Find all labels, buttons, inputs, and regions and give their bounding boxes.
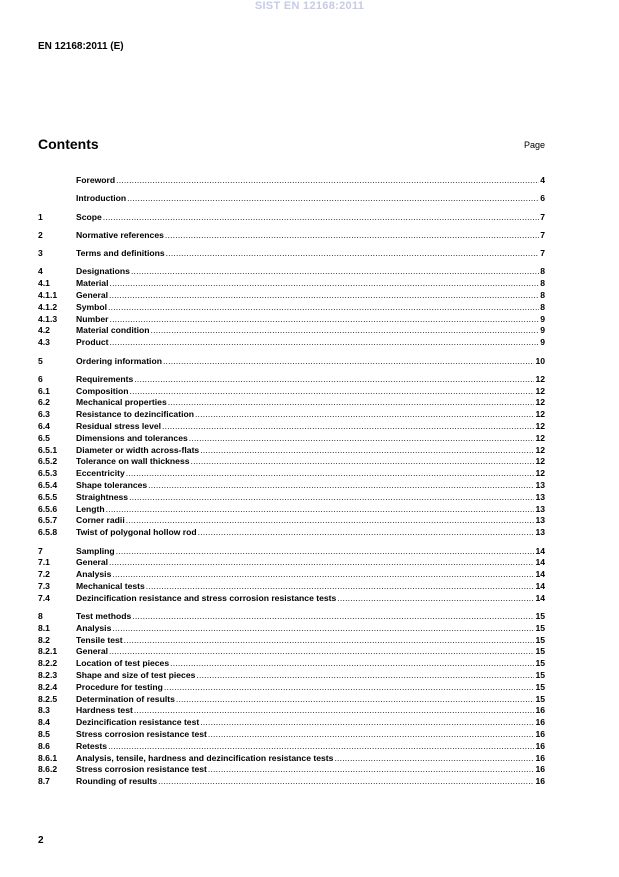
toc-dot-leader (108, 302, 539, 314)
toc-entry-title: Straightness (76, 491, 129, 502)
toc-entry-number: 6.5.3 (38, 468, 58, 479)
toc-dot-leader (106, 504, 535, 516)
toc-entry[interactable] (38, 764, 545, 776)
toc-entry-title: Scope (76, 211, 102, 222)
toc-entry-page: 15 (535, 646, 545, 657)
toc-entry-title: Product (76, 337, 109, 348)
toc-entry-title: Foreword (76, 175, 116, 185)
toc-entry[interactable] (38, 230, 545, 242)
toc-entry-title: Length (76, 503, 105, 514)
toc-entry-page: 13 (535, 503, 545, 514)
toc-entry-number: 6.4 (38, 421, 50, 432)
toc-entry[interactable] (38, 527, 545, 539)
toc-entry-title: Dimensions and tolerances (76, 432, 188, 443)
toc-section-group (38, 266, 545, 349)
toc-entry[interactable] (38, 682, 545, 694)
toc-entry[interactable] (38, 278, 545, 290)
toc-dot-leader (112, 623, 534, 635)
toc-dot-leader (134, 705, 535, 717)
toc-entry-page: 16 (535, 752, 545, 763)
toc-entry-number: 4.3 (38, 337, 50, 348)
toc-entry-title: Stress corrosion resistance test (76, 728, 207, 739)
toc-entry-page: 4 (540, 175, 545, 185)
toc-entry-number: 8.2.5 (38, 693, 58, 704)
toc-dot-leader (170, 658, 534, 670)
toc-entry-page: 12 (535, 468, 545, 479)
toc-dot-leader (116, 546, 535, 558)
toc-entry[interactable] (38, 776, 545, 788)
toc-entry-page: 12 (535, 432, 545, 443)
toc-entry[interactable] (38, 193, 545, 205)
toc-entry-title: Dezincification resistance test (76, 717, 200, 728)
toc-entry[interactable] (38, 611, 545, 623)
toc-entry-page: 9 (540, 313, 545, 324)
toc-entry-title: Material condition (76, 325, 150, 336)
toc-entry-page: 12 (535, 373, 545, 384)
toc-dot-leader (132, 611, 534, 623)
toc-entry-number: 8.5 (38, 728, 50, 739)
toc-dot-leader (109, 278, 539, 290)
toc-entry[interactable] (38, 386, 545, 398)
toc-dot-leader (208, 729, 535, 741)
toc-entry-number: 7 (38, 545, 43, 556)
toc-entry[interactable] (38, 248, 545, 260)
toc-entry[interactable] (38, 670, 545, 682)
toc-entry-title: Shape tolerances (76, 480, 148, 491)
toc-entry-title: Tensile test (76, 634, 123, 645)
toc-entry-title: Rounding of results (76, 776, 158, 787)
toc-dot-leader (109, 290, 539, 302)
toc-entry-page: 12 (535, 385, 545, 396)
toc-dot-leader (131, 266, 539, 278)
page-column-label: Page (523, 140, 545, 150)
toc-entry-number: 8.1 (38, 622, 50, 633)
toc-entry[interactable] (38, 374, 545, 386)
toc-entry-title: Hardness test (76, 705, 133, 716)
toc-entry-page: 15 (535, 634, 545, 645)
toc-entry-page: 7 (540, 248, 545, 259)
toc-entry-title: Stress corrosion resistance test (76, 764, 207, 775)
toc-entry-page: 12 (535, 421, 545, 432)
table-of-contents (38, 175, 545, 794)
toc-dot-leader (103, 212, 539, 224)
watermark: SIST EN 12168:2011 (254, 0, 365, 12)
toc-dot-leader (112, 569, 534, 581)
toc-entry-page: 8 (540, 290, 545, 301)
toc-entry-number: 6.5.2 (38, 456, 58, 467)
toc-entry-number: 8.6.2 (38, 764, 58, 775)
toc-entry-title: General (76, 646, 109, 657)
toc-entry-number: 7.3 (38, 580, 50, 591)
toc-entry-title: Diameter or width across-flats (76, 444, 200, 455)
toc-entry-page: 14 (535, 569, 545, 580)
toc-entry[interactable] (38, 445, 545, 457)
toc-entry[interactable] (38, 175, 545, 187)
toc-entry-page: 8 (540, 278, 545, 289)
toc-entry[interactable] (38, 456, 545, 468)
toc-entry-title: Composition (76, 385, 129, 396)
toc-dot-leader (126, 515, 535, 527)
toc-entry-page: 13 (535, 491, 545, 502)
toc-entry[interactable] (38, 546, 545, 558)
toc-entry-page: 14 (535, 592, 545, 603)
toc-entry[interactable] (38, 266, 545, 278)
toc-entry[interactable] (38, 729, 545, 741)
toc-entry-number: 8.6.1 (38, 752, 58, 763)
toc-dot-leader (109, 337, 539, 349)
toc-entry-page: 7 (540, 211, 545, 222)
toc-entry-page: 14 (535, 545, 545, 556)
toc-entry-title: Requirements (76, 373, 134, 384)
toc-entry-page: 12 (535, 444, 545, 455)
toc-entry-title: Terms and definitions (76, 248, 165, 259)
toc-dot-leader (191, 456, 535, 468)
toc-entry-number: 6.5.4 (38, 480, 58, 491)
toc-entry-number: 8.2 (38, 634, 50, 645)
toc-entry[interactable] (38, 581, 545, 593)
toc-entry-title: General (76, 290, 109, 301)
toc-dot-leader (109, 314, 539, 326)
toc-entry-page: 16 (535, 705, 545, 716)
contents-heading: Contents (38, 136, 99, 152)
toc-section-group (38, 248, 545, 260)
toc-entry-page: 8 (540, 301, 545, 312)
toc-entry-number: 1 (38, 211, 43, 222)
toc-entry-number: 8.2.3 (38, 669, 58, 680)
toc-entry-page: 15 (535, 669, 545, 680)
toc-entry-number: 8.2.1 (38, 646, 58, 657)
toc-entry-title: Ordering information (76, 355, 162, 366)
toc-entry-title: Tolerance on wall thickness (76, 456, 190, 467)
toc-entry[interactable] (38, 433, 545, 445)
toc-entry-page: 16 (535, 776, 545, 787)
toc-dot-leader (146, 581, 535, 593)
toc-entry[interactable] (38, 314, 545, 326)
toc-entry[interactable] (38, 753, 545, 765)
toc-dot-leader (208, 764, 535, 776)
toc-entry-title: Material (76, 278, 109, 289)
toc-dot-leader (151, 325, 540, 337)
toc-dot-leader (134, 374, 534, 386)
toc-entry-number: 6.5.1 (38, 444, 58, 455)
toc-entry-number: 6.5.8 (38, 527, 58, 538)
toc-entry-number: 4.1.3 (38, 313, 58, 324)
toc-entry[interactable] (38, 421, 545, 433)
toc-entry-number: 2 (38, 229, 43, 240)
toc-entry[interactable] (38, 409, 545, 421)
toc-section-group (38, 193, 545, 205)
toc-entry-number: 6.2 (38, 397, 50, 408)
toc-entry-number: 8.2.4 (38, 681, 58, 692)
toc-entry[interactable] (38, 480, 545, 492)
toc-entry[interactable] (38, 635, 545, 647)
toc-entry-number: 6.5.5 (38, 491, 58, 502)
toc-entry-title: Twist of polygonal hollow rod (76, 527, 197, 538)
toc-entry-page: 16 (535, 764, 545, 775)
toc-entry[interactable] (38, 593, 545, 605)
toc-dot-leader (337, 593, 534, 605)
toc-section-group (38, 212, 545, 224)
toc-entry[interactable] (38, 212, 545, 224)
toc-section-group (38, 611, 545, 788)
toc-entry-title: Introduction (76, 193, 127, 204)
toc-entry-page: 15 (535, 622, 545, 633)
toc-entry-page: 7 (540, 229, 545, 240)
toc-entry-page: 14 (535, 557, 545, 568)
toc-entry-title: Location of test pieces (76, 658, 170, 669)
toc-entry-number: 6.5.6 (38, 503, 58, 514)
toc-entry-number: 7.2 (38, 569, 50, 580)
toc-section-group (38, 546, 545, 605)
toc-entry-page: 13 (535, 480, 545, 491)
toc-entry-page: 8 (540, 266, 545, 277)
toc-entry-title: Determination of results (76, 693, 175, 704)
toc-entry[interactable] (38, 397, 545, 409)
toc-dot-leader (158, 776, 534, 788)
toc-entry-number: 6.5.7 (38, 515, 58, 526)
toc-entry[interactable] (38, 569, 545, 581)
toc-entry[interactable] (38, 646, 545, 658)
toc-entry-title: Corner radii (76, 515, 125, 526)
toc-entry-page: 15 (535, 658, 545, 669)
toc-entry-page: 12 (535, 456, 545, 467)
toc-dot-leader (176, 694, 535, 706)
toc-entry-number: 4.2 (38, 325, 50, 336)
toc-section-group (38, 230, 545, 242)
toc-entry[interactable] (38, 694, 545, 706)
toc-entry[interactable] (38, 492, 545, 504)
page-number: 2 (38, 835, 44, 846)
toc-entry-title: Resistance to dezincification (76, 409, 194, 420)
toc-dot-leader (162, 421, 534, 433)
toc-dot-leader (165, 230, 539, 242)
toc-entry-number: 8.3 (38, 705, 50, 716)
toc-entry-page: 15 (535, 681, 545, 692)
toc-entry-number: 8.7 (38, 776, 50, 787)
toc-dot-leader (200, 717, 534, 729)
toc-dot-leader (148, 480, 534, 492)
toc-dot-leader (129, 492, 534, 504)
toc-entry-number: 4.1.1 (38, 290, 58, 301)
toc-entry[interactable] (38, 515, 545, 527)
toc-entry-page: 16 (535, 717, 545, 728)
toc-dot-leader (166, 248, 540, 260)
toc-entry[interactable] (38, 337, 545, 349)
toc-dot-leader (164, 682, 535, 694)
toc-dot-leader (116, 175, 539, 187)
toc-entry[interactable] (38, 557, 545, 569)
toc-entry-title: Analysis, tensile, hardness and dezincification resistance tests (76, 752, 334, 763)
toc-entry[interactable] (38, 658, 545, 670)
toc-entry-title: Designations (76, 266, 130, 277)
toc-entry-number: 7.4 (38, 592, 50, 603)
toc-dot-leader (200, 445, 534, 457)
toc-dot-leader (334, 753, 534, 765)
toc-entry[interactable] (38, 290, 545, 302)
document-id: EN 12168:2011 (E) (38, 41, 124, 52)
toc-entry-page: 15 (535, 611, 545, 621)
toc-entry[interactable] (38, 717, 545, 729)
toc-entry[interactable] (38, 504, 545, 516)
toc-entry-page: 9 (540, 325, 545, 336)
toc-entry[interactable] (38, 705, 545, 717)
toc-dot-leader (108, 741, 534, 753)
toc-entry-number: 6.3 (38, 409, 50, 420)
toc-entry-page: 10 (535, 355, 545, 366)
toc-entry-title: Normative references (76, 229, 164, 240)
toc-dot-leader (109, 646, 534, 658)
toc-entry-number: 6 (38, 373, 43, 384)
toc-entry-number: 6.5 (38, 432, 50, 443)
toc-entry-page: 14 (535, 580, 545, 591)
toc-dot-leader (189, 433, 535, 445)
toc-entry-title: General (76, 557, 109, 568)
toc-entry-title: Residual stress level (76, 421, 162, 432)
toc-dot-leader (130, 386, 535, 398)
toc-entry-title: Mechanical properties (76, 397, 167, 408)
toc-entry-title: Sampling (76, 545, 115, 556)
toc-entry-number: 3 (38, 248, 43, 259)
toc-entry[interactable] (38, 302, 545, 314)
toc-entry-title: Procedure for testing (76, 681, 163, 692)
toc-entry-title: Number (76, 313, 109, 324)
toc-section-group (38, 374, 545, 539)
toc-entry-number: 7.1 (38, 557, 50, 568)
toc-entry-title: Mechanical tests (76, 580, 145, 591)
toc-entry-page: 16 (535, 728, 545, 739)
toc-entry[interactable] (38, 325, 545, 337)
toc-entry-title: Analysis (76, 622, 112, 633)
toc-dot-leader (196, 670, 534, 682)
toc-dot-leader (127, 193, 539, 205)
toc-dot-leader (124, 635, 535, 647)
toc-entry-page: 13 (535, 527, 545, 538)
toc-entry[interactable] (38, 623, 545, 635)
toc-entry-title: Test methods (76, 611, 132, 621)
toc-entry-page: 15 (535, 693, 545, 704)
toc-entry-page: 16 (535, 740, 545, 751)
toc-entry-number: 4.1 (38, 278, 50, 289)
toc-dot-leader (163, 356, 535, 368)
toc-dot-leader (126, 468, 535, 480)
toc-entry-number: 4 (38, 266, 43, 277)
toc-dot-leader (198, 527, 535, 539)
toc-entry-title: Eccentricity (76, 468, 125, 479)
toc-section-group (38, 356, 545, 368)
toc-entry-number: 8.2.2 (38, 658, 58, 669)
toc-entry-title: Symbol (76, 301, 108, 312)
toc-entry[interactable] (38, 741, 545, 753)
toc-entry-number: 8.6 (38, 740, 50, 751)
toc-entry-title: Retests (76, 740, 108, 751)
toc-section-group (38, 175, 545, 187)
toc-dot-leader (195, 409, 534, 421)
toc-dot-leader (168, 397, 535, 409)
toc-entry-page: 12 (535, 397, 545, 408)
toc-entry-page: 12 (535, 409, 545, 420)
toc-entry-page: 9 (540, 337, 545, 348)
toc-entry-number: 8 (38, 611, 43, 621)
toc-entry-number: 8.4 (38, 717, 50, 728)
toc-entry-page: 13 (535, 515, 545, 526)
toc-entry-number: 5 (38, 355, 43, 366)
toc-dot-leader (109, 557, 534, 569)
toc-entry-title: Dezincification resistance and stress corrosion resistance tests (76, 592, 337, 603)
toc-entry-number: 6.1 (38, 385, 50, 396)
toc-entry-title: Analysis (76, 569, 112, 580)
toc-entry-number: 4.1.2 (38, 301, 58, 312)
toc-entry-page: 6 (540, 193, 545, 204)
toc-entry[interactable] (38, 356, 545, 368)
toc-entry[interactable] (38, 468, 545, 480)
toc-entry-title: Shape and size of test pieces (76, 669, 196, 680)
